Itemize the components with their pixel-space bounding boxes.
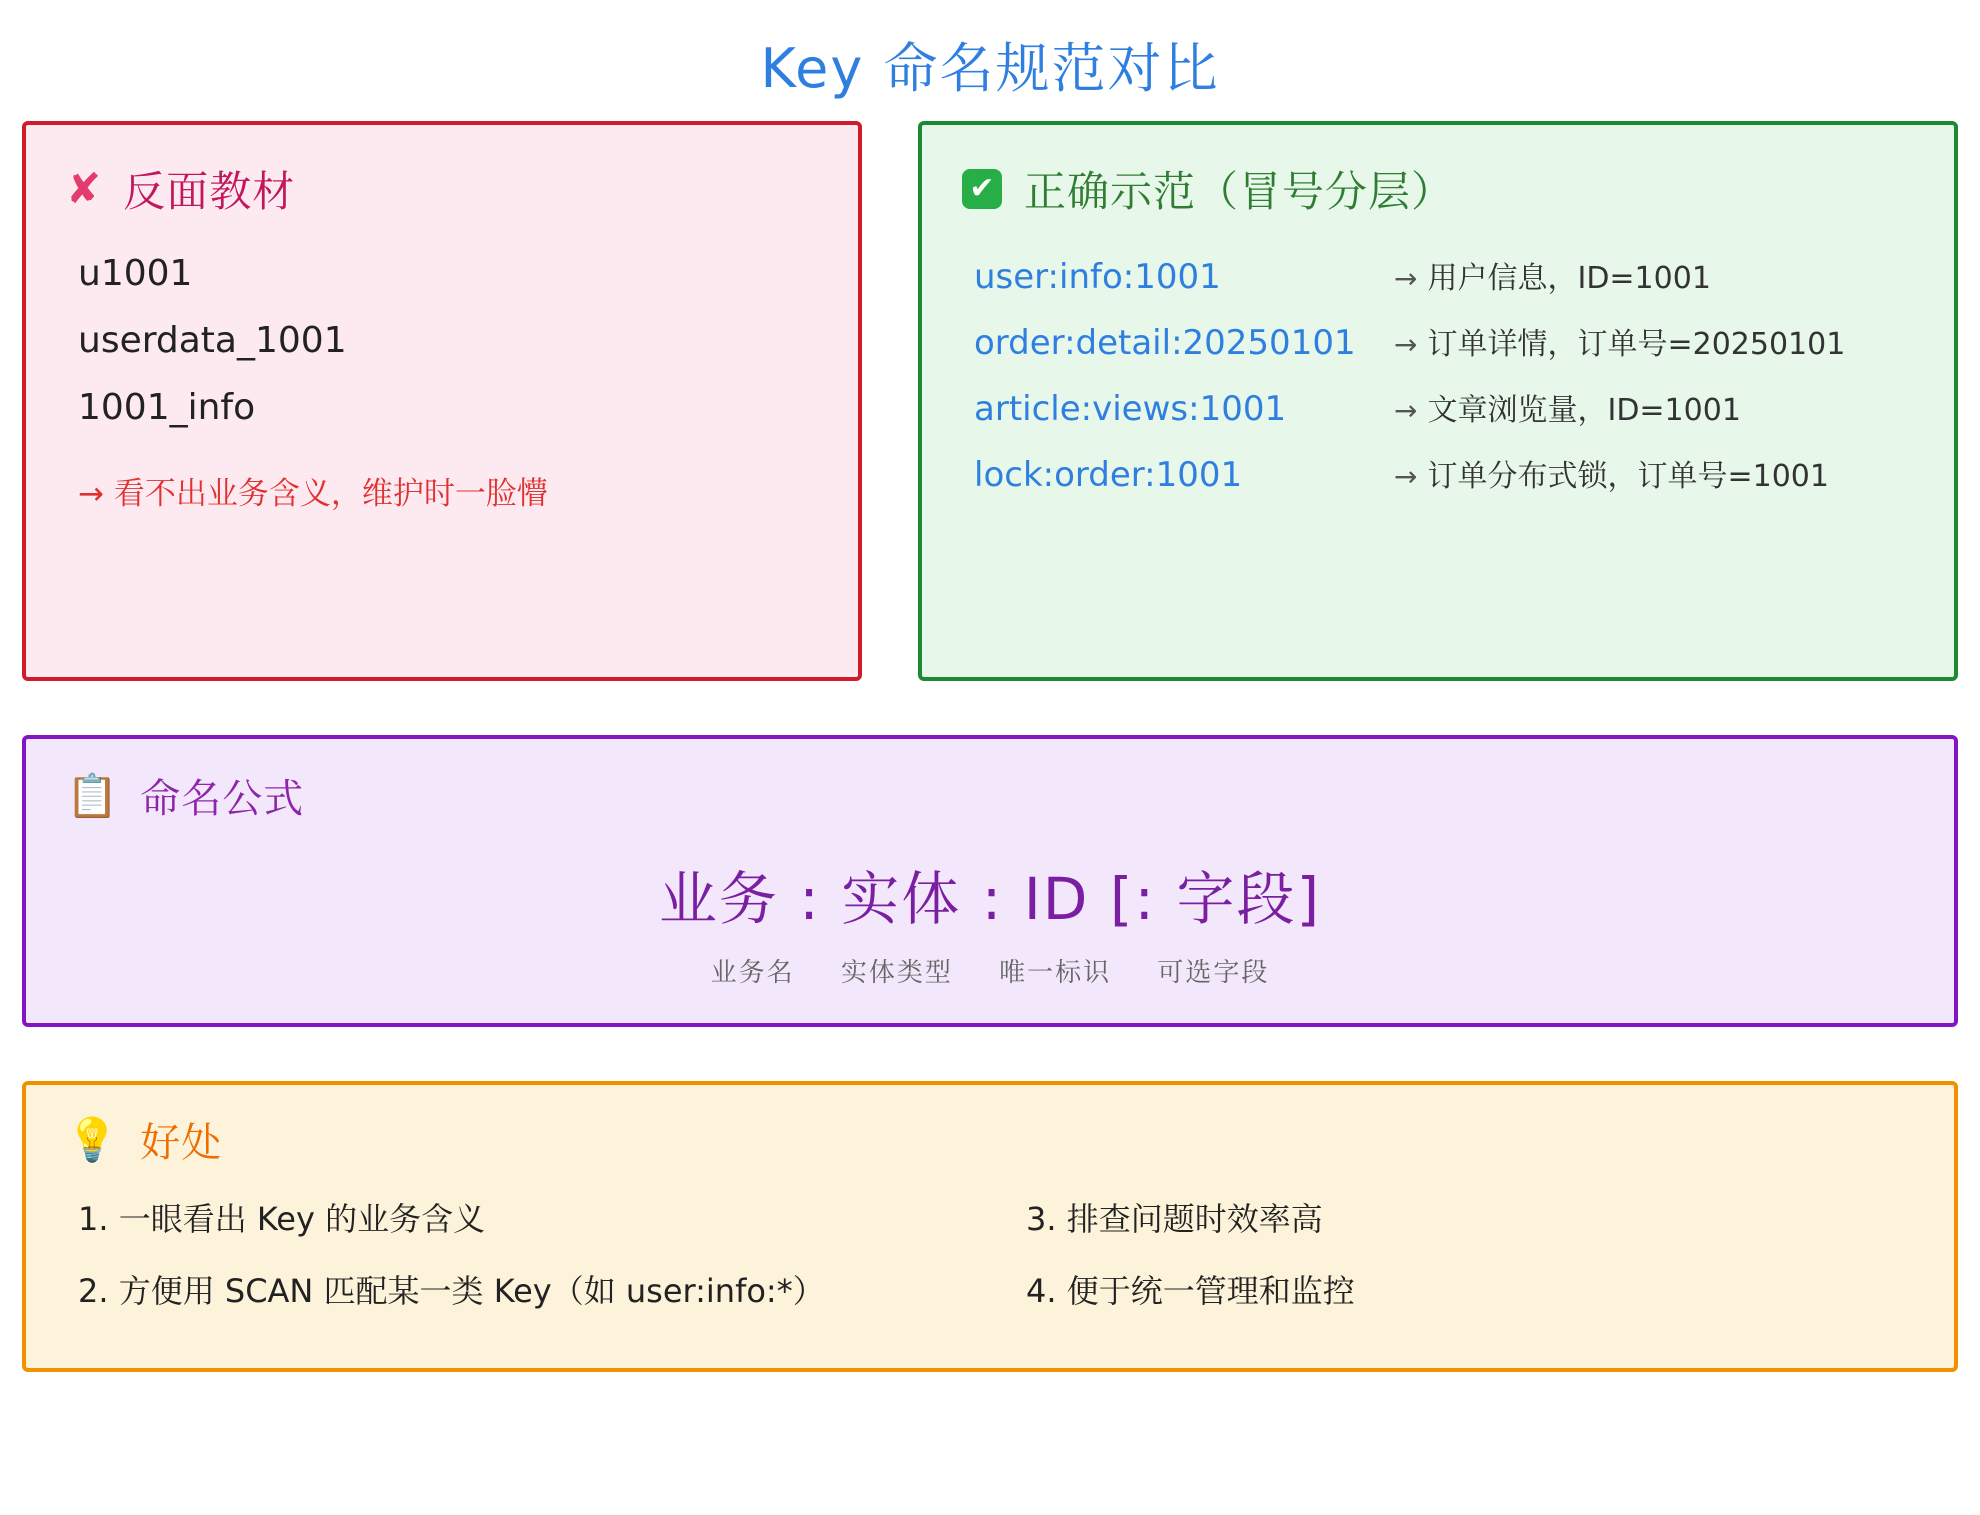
arrow-icon: → [1394, 328, 1418, 361]
formula-label: 唯一标识 [999, 958, 1112, 988]
benefits-column-right [1026, 1194, 1914, 1338]
key-name: order:detail:20250101 [974, 323, 1356, 363]
bad-example-list [66, 253, 818, 428]
key-name: article:views:1001 [974, 389, 1287, 429]
good-example-card [918, 121, 1958, 681]
benefits-card-header [66, 1111, 1914, 1168]
benefits-grid [66, 1194, 1914, 1338]
formula-card-header [66, 767, 1914, 824]
arrow-icon: → [1394, 460, 1418, 493]
key-description: 订单详情，订单号=20250101 [1427, 327, 1846, 362]
check-icon: ✔ [962, 169, 1002, 209]
formula-body [510, 852, 1470, 989]
list-item: userdata_1001 [78, 320, 347, 361]
good-example-list [962, 253, 1914, 495]
benefits-card [22, 1081, 1958, 1372]
bad-card-note: → 看不出业务含义，维护时一脸懵 [78, 476, 548, 512]
list-item: 1001_info [78, 387, 256, 428]
key-description: 用户信息，ID=1001 [1427, 261, 1711, 296]
arrow-icon: → [1394, 262, 1418, 295]
list-item: 2. 方便用 SCAN 匹配某一类 Key（如 user:info:*） [78, 1272, 825, 1310]
key-description: 订单分布式锁，订单号=1001 [1427, 459, 1829, 494]
key-description: 文章浏览量，ID=1001 [1427, 393, 1741, 428]
benefits-column-left [78, 1194, 966, 1338]
key-name: lock:order:1001 [974, 455, 1243, 495]
page-title: Key 命名规范对比 [760, 37, 1220, 100]
table-row [974, 451, 1914, 495]
comparison-row [22, 121, 1958, 681]
list-item: u1001 [78, 253, 193, 294]
clipboard-icon: 📋 [66, 770, 119, 820]
formula-label: 实体类型 [840, 958, 953, 988]
list-item: 1. 一眼看出 Key 的业务含义 [78, 1200, 486, 1238]
list-item: 4. 便于统一管理和监控 [1026, 1272, 1355, 1310]
list-item: 3. 排查问题时效率高 [1026, 1200, 1323, 1238]
bad-card-header [66, 159, 818, 219]
formula-label: 可选字段 [1157, 958, 1270, 988]
benefits-card-title: 好处 [140, 1120, 223, 1166]
table-row [974, 253, 1914, 297]
lightbulb-icon: 💡 [66, 1114, 119, 1164]
naming-formula-card [22, 735, 1958, 1027]
table-row [974, 385, 1914, 429]
cross-icon: ✘ [66, 164, 102, 213]
bad-example-card [22, 121, 862, 681]
good-card-header [962, 159, 1914, 219]
table-row [974, 319, 1914, 363]
formula-expression: 业务 : 实体 : ID [: 字段] [658, 865, 1322, 933]
arrow-icon: → [1394, 394, 1418, 427]
formula-part-labels [510, 952, 1470, 989]
formula-card-title: 命名公式 [140, 776, 305, 822]
good-card-title: 正确示范（冒号分层） [1024, 167, 1455, 216]
formula-label: 业务名 [710, 958, 795, 988]
key-name: user:info:1001 [974, 257, 1221, 297]
bad-card-title: 反面教材 [123, 167, 296, 216]
